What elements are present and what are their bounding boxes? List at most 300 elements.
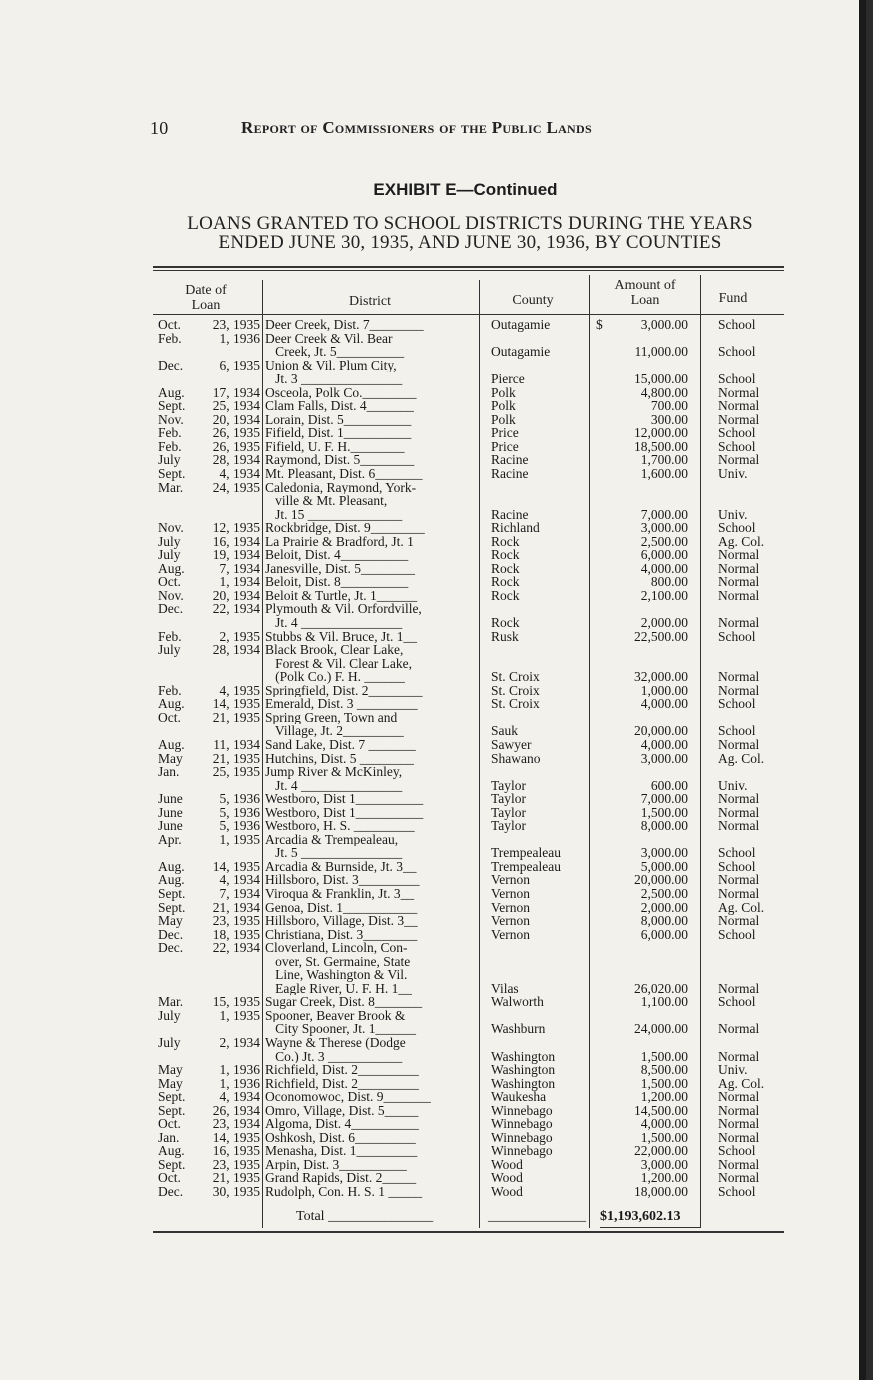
fund-cell: Normal — [718, 1102, 760, 1118]
district-cell: Hillsboro, Dist. 3_________ — [265, 873, 420, 887]
district-cell: Sugar Creek, Dist. 8_______ — [265, 995, 423, 1009]
table-row — [0, 738, 866, 752]
county-cell: Trempealeau — [491, 858, 561, 874]
district-cell: Jump River & McKinley, — [265, 765, 403, 779]
amount-cell: 18,500.00 — [634, 438, 688, 454]
date-month: Aug. — [158, 560, 185, 576]
county-cell: Winnebago — [491, 1116, 553, 1132]
district-cell: Westboro, H. S. _________ — [265, 819, 415, 833]
table-row — [0, 440, 866, 454]
table-row — [0, 1063, 866, 1077]
subtitle-line-1: LOANS GRANTED TO SCHOOL DISTRICTS DURING THE YEARS — [187, 213, 753, 234]
county-cell: Washington — [491, 1062, 556, 1078]
county-cell: Vernon — [491, 872, 530, 888]
date-month: July — [158, 1007, 181, 1023]
district-cell: Emerald, Dist. 3 _________ — [265, 697, 418, 711]
date-day-year: 21, 1935 — [212, 1170, 260, 1186]
amount-cell: 1,500.00 — [640, 1075, 688, 1091]
amount-cell: 32,000.00 — [634, 669, 688, 685]
col-header-district: District — [349, 294, 391, 309]
county-cell: St. Croix — [491, 669, 540, 685]
date-day-year: 1, 1936 — [219, 330, 260, 346]
district-cell: Richfield, Dist. 2_________ — [265, 1076, 419, 1091]
district-cell: Genoa, Dist. 1___________ — [265, 900, 418, 915]
fund-cell: Ag. Col. — [718, 533, 765, 549]
date-month: Jan. — [158, 1129, 180, 1145]
fund-cell: Normal — [718, 913, 760, 929]
county-cell: Rusk — [491, 628, 519, 644]
date-day-year: 19, 1934 — [212, 547, 260, 563]
district-cell: Christiana, Dist. 3________ — [265, 927, 418, 942]
table-row — [0, 928, 866, 942]
amount-cell: 4,800.00 — [640, 384, 688, 400]
fund-cell: Normal — [718, 872, 760, 888]
table-row — [0, 413, 866, 427]
table-row — [0, 1050, 866, 1064]
date-month: May — [158, 1062, 183, 1078]
date-month: May — [158, 1075, 183, 1091]
district-cell: Richfield, Dist. 2_________ — [265, 1063, 419, 1077]
date-day-year: 7, 1934 — [219, 885, 260, 901]
district-cell: Beloit, Dist. 8__________ — [265, 575, 409, 589]
fund-cell: Normal — [718, 615, 760, 631]
col-header-amount-line1: Amount of — [614, 278, 676, 293]
date-day-year: 26, 1934 — [212, 1102, 260, 1118]
date-month: Feb. — [158, 438, 182, 454]
amount-cell: 4,000.00 — [640, 736, 688, 752]
amount-cell: 20,000.00 — [634, 723, 688, 739]
district-cell: Arpin, Dist. 3__________ — [265, 1157, 407, 1172]
county-cell: Rock — [491, 587, 520, 603]
date-month: Aug. — [158, 696, 185, 712]
fund-cell: School — [718, 628, 756, 644]
table-row — [0, 643, 866, 657]
col-header-county: County — [512, 293, 554, 308]
fund-cell: Ag. Col. — [718, 899, 765, 915]
col-header-fund: Fund — [718, 291, 748, 306]
amount-cell: 24,000.00 — [634, 1021, 688, 1037]
date-month: Sept. — [158, 899, 186, 915]
date-month: Feb. — [158, 330, 182, 346]
county-cell: Richland — [491, 520, 540, 536]
table-row — [0, 602, 866, 616]
district-cell: Forest & Vil. Clear Lake, — [265, 656, 413, 671]
district-cell: Clam Falls, Dist. 4_______ — [265, 399, 414, 413]
date-day-year: 1, 1936 — [219, 1062, 260, 1078]
district-cell: Caledonia, Raymond, York- — [265, 480, 417, 495]
total-label: Total _______________ — [296, 1209, 434, 1224]
fund-cell: School — [718, 845, 756, 861]
date-day-year: 21, 1934 — [212, 899, 260, 915]
district-cell: Stubbs & Vil. Bruce, Jt. 1__ — [265, 629, 417, 644]
date-day-year: 14, 1935 — [212, 1129, 260, 1145]
district-cell: Plymouth & Vil. Orfordville, — [265, 602, 422, 617]
district-cell: Eagle River, U. F. H. 1__ — [265, 981, 412, 996]
date-month: July — [158, 533, 181, 549]
date-day-year: 7, 1934 — [219, 560, 260, 576]
district-cell: Rudolph, Con. H. S. 1 _____ — [265, 1185, 423, 1199]
date-month: Oct. — [158, 317, 181, 332]
district-cell: Algoma, Dist. 4__________ — [265, 1117, 419, 1131]
date-day-year: 26, 1935 — [212, 425, 260, 441]
table-row — [0, 1077, 866, 1091]
district-cell: City Spooner, Jt. 1______ — [265, 1022, 416, 1036]
fund-cell: School — [718, 926, 756, 942]
amount-cell: 22,500.00 — [634, 628, 688, 644]
amount-cell: 5,000.00 — [640, 858, 688, 874]
table-row — [0, 467, 866, 481]
amount-cell: 4,000.00 — [640, 560, 688, 576]
date-day-year: 2, 1935 — [219, 628, 260, 644]
district-cell: Black Brook, Clear Lake, — [265, 643, 404, 657]
district-cell: Osceola, Polk Co.________ — [265, 385, 417, 400]
table-row — [0, 1022, 866, 1036]
fund-cell: Ag. Col. — [718, 1075, 765, 1091]
county-cell: St. Croix — [491, 696, 540, 712]
table-row — [0, 779, 866, 793]
date-day-year: 4, 1934 — [219, 466, 260, 482]
date-month: Oct. — [158, 1170, 181, 1186]
amount-cell: 20,000.00 — [634, 872, 688, 888]
date-day-year: 28, 1934 — [212, 452, 260, 468]
district-cell: Beloit & Turtle, Jt. 1______ — [265, 588, 418, 603]
county-cell: Taylor — [491, 804, 527, 820]
date-day-year: 16, 1935 — [212, 1143, 260, 1159]
district-cell: Mt. Pleasant, Dist. 6_______ — [265, 467, 423, 481]
table-row — [0, 1185, 866, 1199]
fund-cell: School — [718, 438, 756, 454]
district-cell: Arcadia & Burnside, Jt. 3__ — [265, 859, 417, 874]
district-cell: Arcadia & Trempealeau, — [265, 832, 399, 847]
date-month: Mar. — [158, 479, 184, 495]
table-row — [0, 887, 866, 901]
total-amount: $1,193,602.13 — [600, 1209, 681, 1224]
amount-cell: 600.00 — [650, 777, 688, 793]
table-row — [0, 1036, 866, 1050]
fund-cell: School — [718, 425, 756, 441]
amount-cell: 4,000.00 — [640, 1116, 688, 1132]
table-row — [0, 711, 866, 725]
date-day-year: 24, 1935 — [212, 479, 260, 495]
fund-cell: Normal — [718, 1021, 760, 1037]
table-row — [0, 724, 866, 738]
table-row — [0, 494, 866, 508]
header-bottom-rule — [153, 314, 784, 315]
date-month: Oct. — [158, 1116, 181, 1132]
district-cell: Springfield, Dist. 2________ — [265, 683, 423, 698]
amount-cell: 2,000.00 — [640, 899, 688, 915]
county-cell: Rock — [491, 533, 520, 549]
fund-cell: Normal — [718, 682, 760, 698]
date-day-year: 20, 1934 — [212, 587, 260, 603]
date-day-year: 1, 1935 — [219, 1007, 260, 1023]
table-row — [0, 589, 866, 603]
county-cell: Winnebago — [491, 1129, 553, 1145]
date-month: Nov. — [158, 587, 184, 603]
date-month: Dec. — [158, 601, 184, 617]
district-cell: Co.) Jt. 3 ___________ — [265, 1049, 403, 1064]
fund-cell: Normal — [718, 384, 760, 400]
fund-cell: Normal — [718, 736, 760, 752]
county-cell: Taylor — [491, 818, 527, 834]
date-day-year: 23, 1935 — [212, 317, 260, 332]
district-cell: Village, Jt. 2_________ — [265, 724, 404, 738]
date-day-year: 5, 1936 — [219, 804, 260, 820]
district-cell: Cloverland, Lincoln, Con- — [265, 941, 408, 955]
date-month: Nov. — [158, 411, 184, 427]
amount-cell: 11,000.00 — [634, 344, 688, 360]
amount-cell: 1,200.00 — [640, 1089, 688, 1105]
table-row — [0, 968, 866, 982]
date-day-year: 1, 1935 — [219, 831, 260, 847]
fund-cell: School — [718, 1184, 756, 1199]
date-month: Feb. — [158, 628, 182, 644]
amount-cell: 1,500.00 — [640, 1129, 688, 1145]
county-cell: Outagamie — [491, 344, 551, 360]
district-cell: Hutchins, Dist. 5 ________ — [265, 751, 414, 766]
county-cell: Washington — [491, 1048, 556, 1064]
date-day-year: 20, 1934 — [212, 411, 260, 427]
county-cell: Vernon — [491, 926, 530, 942]
date-month: Aug. — [158, 1143, 185, 1159]
date-month: Oct. — [158, 709, 181, 725]
date-month: Mar. — [158, 994, 184, 1010]
county-cell: Wood — [491, 1184, 523, 1199]
district-cell: Creek, Jt. 5__________ — [265, 345, 405, 359]
date-month: Aug. — [158, 736, 185, 752]
date-month: Dec. — [158, 940, 184, 956]
date-month: Dec. — [158, 1184, 184, 1199]
county-cell: Racine — [491, 466, 529, 482]
date-day-year: 23, 1934 — [212, 1116, 260, 1132]
amount-cell: 8,500.00 — [640, 1062, 688, 1078]
table-top-rule — [153, 266, 784, 268]
amount-cell: 8,000.00 — [640, 913, 688, 929]
amount-cell: 1,200.00 — [640, 1170, 688, 1186]
fund-cell: Normal — [718, 1170, 760, 1186]
date-month: May — [158, 913, 183, 929]
amount-cell: 6,000.00 — [640, 926, 688, 942]
date-day-year: 15, 1935 — [212, 994, 260, 1010]
district-cell: Wayne & Therese (Dodge — [265, 1035, 406, 1050]
date-month: Dec. — [158, 926, 184, 942]
date-day-year: 12, 1935 — [212, 520, 260, 536]
amount-cell: 3,000.00 — [640, 317, 688, 332]
table-row — [0, 982, 866, 996]
date-month: Sept. — [158, 1089, 186, 1105]
date-day-year: 14, 1935 — [212, 858, 260, 874]
district-cell: Janesville, Dist. 5________ — [265, 561, 415, 576]
district-cell: Jt. 4 _______________ — [265, 616, 403, 630]
table-row — [0, 1171, 866, 1185]
date-day-year: 22, 1934 — [212, 601, 260, 617]
date-day-year: 5, 1936 — [219, 818, 260, 834]
amount-cell: 3,000.00 — [640, 1156, 688, 1172]
date-month: July — [158, 1034, 181, 1050]
county-cell: Washington — [491, 1075, 556, 1091]
fund-cell: Normal — [718, 547, 760, 563]
date-month: Aug. — [158, 858, 185, 874]
date-month: July — [158, 642, 181, 658]
dollar-sign: $ — [596, 317, 603, 332]
date-month: Apr. — [158, 831, 182, 847]
fund-cell: School — [718, 696, 756, 712]
table-row — [0, 670, 866, 684]
amount-cell: 1,500.00 — [640, 804, 688, 820]
amount-cell: 2,100.00 — [640, 587, 688, 603]
fund-cell: Normal — [718, 1129, 760, 1145]
table-row — [0, 426, 866, 440]
district-cell: Viroqua & Franklin, Jt. 3__ — [265, 886, 415, 901]
county-cell: Rock — [491, 547, 520, 563]
county-cell: Wood — [491, 1156, 523, 1172]
district-cell: Fifield, Dist. 1__________ — [265, 426, 412, 440]
date-day-year: 2, 1934 — [219, 1034, 260, 1050]
amount-cell: 1,600.00 — [640, 466, 688, 482]
date-day-year: 11, 1934 — [213, 736, 260, 752]
county-cell: Racine — [491, 506, 529, 522]
table-row — [0, 941, 866, 955]
table-row — [0, 1144, 866, 1158]
county-cell: Polk — [491, 411, 516, 427]
table-row — [0, 833, 866, 847]
date-month: June — [158, 804, 183, 820]
amount-cell: 1,700.00 — [640, 452, 688, 468]
county-cell: Vernon — [491, 899, 530, 915]
county-cell: Taylor — [491, 777, 527, 793]
fund-cell: Normal — [718, 818, 760, 834]
date-day-year: 16, 1934 — [212, 533, 260, 549]
table-row — [0, 955, 866, 969]
amount-cell: 3,000.00 — [640, 750, 688, 766]
date-day-year: 23, 1935 — [212, 1156, 260, 1172]
district-cell: Jt. 5 _______________ — [265, 846, 403, 860]
county-cell: Price — [491, 438, 519, 454]
county-cell: Sawyer — [491, 736, 532, 752]
date-month: Sept. — [158, 1102, 186, 1118]
fund-cell: Normal — [718, 1089, 760, 1105]
table-row — [0, 332, 866, 346]
county-cell: Wood — [491, 1170, 523, 1186]
date-month: July — [158, 547, 181, 563]
date-day-year: 4, 1934 — [219, 1089, 260, 1105]
county-cell: St. Croix — [491, 682, 540, 698]
county-cell: Polk — [491, 384, 516, 400]
date-month: Feb. — [158, 682, 182, 698]
date-month: Aug. — [158, 384, 185, 400]
fund-cell: Normal — [718, 1116, 760, 1132]
table-row — [0, 399, 866, 413]
district-cell: Deer Creek & Vil. Bear — [265, 331, 393, 346]
fund-cell: Normal — [718, 398, 760, 414]
table-row — [0, 318, 866, 332]
fund-cell: Univ. — [718, 777, 748, 793]
amount-cell: 2,500.00 — [640, 533, 688, 549]
table-bottom-rule — [153, 1231, 784, 1233]
table-row — [0, 548, 866, 562]
fund-cell: Univ. — [718, 1062, 748, 1078]
date-day-year: 1, 1936 — [219, 1075, 260, 1091]
loan-table-body — [0, 318, 866, 1199]
fund-cell: Ag. Col. — [718, 750, 765, 766]
county-cell: Walworth — [491, 994, 544, 1010]
county-cell: Vilas — [491, 980, 519, 996]
table-top-rule-thin — [153, 270, 784, 271]
district-cell: Line, Washington & Vil. — [265, 968, 408, 982]
fund-cell: School — [718, 344, 756, 360]
table-row — [0, 846, 866, 860]
date-month: Oct. — [158, 574, 181, 590]
subtitle-line-2: ENDED JUNE 30, 1935, AND JUNE 30, 1936, BY COUNTIES — [218, 232, 722, 253]
table-row — [0, 386, 866, 400]
amount-cell: 15,000.00 — [634, 371, 688, 387]
county-cell: Polk — [491, 398, 516, 414]
district-cell: Jt. 3 _______________ — [265, 372, 403, 386]
table-row — [0, 535, 866, 549]
date-month: May — [158, 750, 183, 766]
fund-cell: School — [718, 317, 756, 332]
fund-cell: Normal — [718, 587, 760, 603]
county-cell: Shawano — [491, 750, 541, 766]
date-day-year: 30, 1935 — [212, 1184, 260, 1199]
date-day-year: 4, 1935 — [219, 682, 260, 698]
fund-cell: Normal — [718, 1156, 760, 1172]
district-cell: Beloit, Dist. 4__________ — [265, 548, 409, 562]
district-cell: Spooner, Beaver Brook & — [265, 1008, 406, 1023]
table-row — [0, 562, 866, 576]
district-cell: Jt. 15 ______________ — [265, 507, 403, 522]
table-row — [0, 657, 866, 671]
table-row — [0, 819, 866, 833]
date-month: Sept. — [158, 466, 186, 482]
district-cell: ville & Mt. Pleasant, — [265, 494, 388, 508]
county-cell: Pierce — [491, 371, 525, 387]
date-month: Aug. — [158, 872, 185, 888]
page-edge-shadow — [859, 0, 866, 1380]
amount-cell: 14,500.00 — [634, 1102, 688, 1118]
table-row — [0, 873, 866, 887]
date-day-year: 21, 1935 — [212, 709, 260, 725]
district-cell: Oshkosh, Dist. 6_________ — [265, 1130, 416, 1145]
district-cell: Raymond, Dist. 5________ — [265, 453, 415, 468]
date-day-year: 28, 1934 — [212, 642, 260, 658]
date-month: Feb. — [158, 425, 182, 441]
fund-cell: Normal — [718, 791, 760, 807]
amount-cell: 7,000.00 — [640, 506, 688, 522]
table-row — [0, 359, 866, 373]
amount-cell: 300.00 — [650, 411, 688, 427]
page-number: 10 — [150, 118, 169, 138]
table-row — [0, 453, 866, 467]
district-cell: Grand Rapids, Dist. 2_____ — [265, 1171, 417, 1185]
fund-cell: Normal — [718, 1048, 760, 1064]
fund-cell: School — [718, 858, 756, 874]
county-cell: Vernon — [491, 885, 530, 901]
county-cell: Price — [491, 425, 519, 441]
table-row — [0, 995, 866, 1009]
amount-cell: 7,000.00 — [640, 791, 688, 807]
table-row — [0, 697, 866, 711]
county-cell: Outagamie — [491, 317, 551, 332]
fund-cell: Normal — [718, 885, 760, 901]
fund-cell: Normal — [718, 452, 760, 468]
county-cell: Waukesha — [491, 1089, 547, 1105]
amount-cell: 12,000.00 — [634, 425, 688, 441]
table-row — [0, 901, 866, 915]
table-row — [0, 1117, 866, 1131]
date-month: Nov. — [158, 520, 184, 536]
county-cell: Winnebago — [491, 1102, 553, 1118]
